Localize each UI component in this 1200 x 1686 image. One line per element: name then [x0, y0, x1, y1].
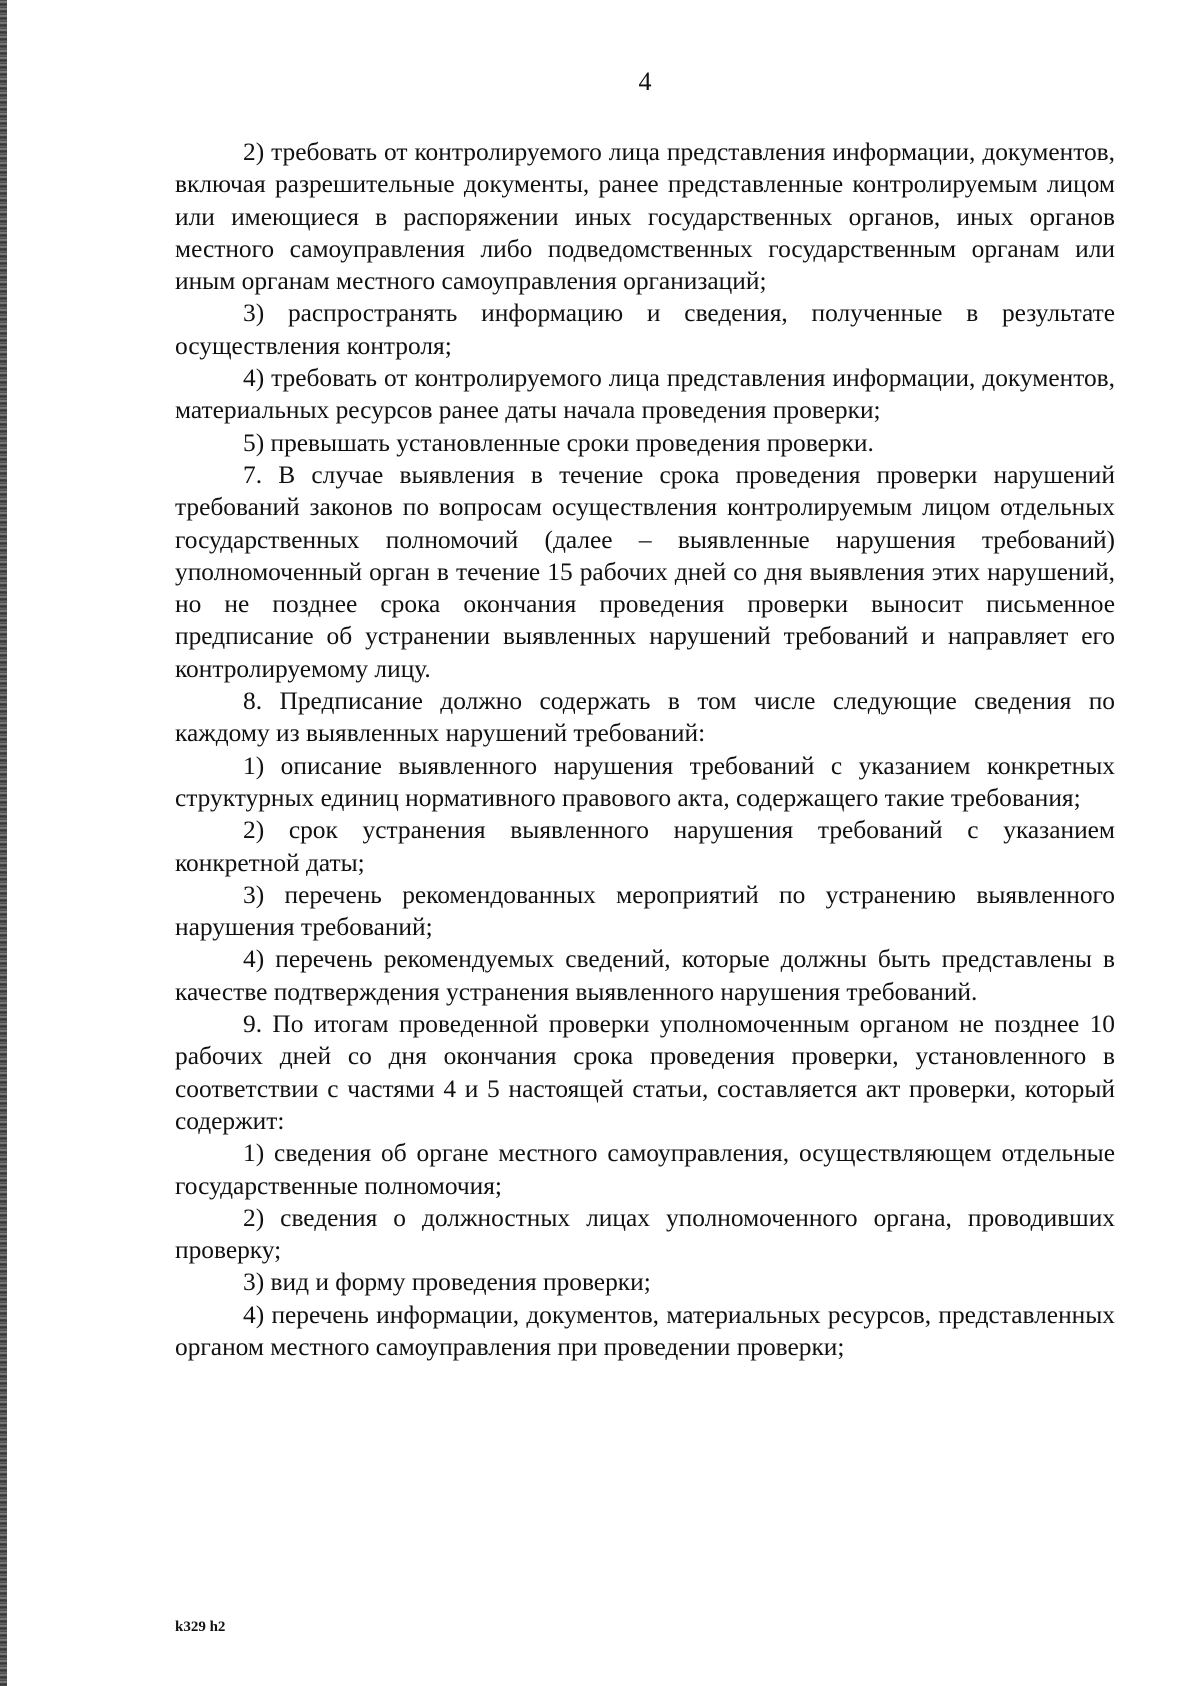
footer-code: k329 h2	[175, 1619, 226, 1635]
paragraph: 2) сведения о должностных лицах уполномоченного органа, проводивших проверку;	[175, 1203, 1115, 1265]
paragraph: 8. Предписание должно содержать в том числе следующие сведения по каждому из выявленных нарушений требований:	[175, 687, 1115, 748]
scan-edge	[0, 0, 7, 1686]
paragraph: 4) перечень информации, документов, материальных ресурсов, представленных органом местного самоуправления при проведении проверки;	[175, 1300, 1115, 1361]
paragraph: 3) распространять информацию и сведения, полученные в результате осуществления контроля;	[175, 299, 1115, 360]
paragraph: 2) срок устранения выявленного нарушения требований с указанием конкретной даты;	[175, 816, 1115, 877]
paragraph: 3) перечень рекомендованных мероприятий по устранению выявленного нарушения требований;	[175, 880, 1115, 942]
paragraph: 1) описание выявленного нарушения требований с указанием конкретных структурных единиц нормативного правового акта, содержащего такие требования;	[175, 751, 1115, 812]
page-number: 4	[638, 67, 652, 96]
paragraph: 5) превышать установленные сроки проведения проверки.	[243, 428, 874, 457]
paragraph: 7. В случае выявления в течение срока проведения проверки нарушений требований законов по вопросам осуществления контролируемым лицом отдельных государственных полномочий (далее – выявленные нарушения требований) уполномоченный орган в течение 15 рабочих дней со дня выявления этих нарушений, но не позднее срока окончания проведения проверки выносит письменное предписание об устранении выявленных нарушений требований и направляет его контролируемому лицу.	[175, 460, 1115, 683]
document-body	[175, 136, 1115, 1363]
paragraph: 3) вид и форму проведения проверки;	[243, 1268, 651, 1297]
paragraph: 1) сведения об органе местного самоуправления, осуществляющем отдельные государственные полномочия;	[175, 1139, 1115, 1200]
paragraph: 2) требовать от контролируемого лица представления информации, документов, включая разрешительные документы, ранее представленные контролируемым лицом или имеющиеся в распоряжении иных государственных органов, иных органов местного самоуправления либо подведомственных государственным органам или иным органам местного самоуправления организаций;	[175, 138, 1115, 296]
paragraph: 9. По итогам проведенной проверки уполномоченным органом не позднее 10 рабочих дней со дня окончания срока проведения проверки, установленного в соответствии с частями 4 и 5 настоящей статьи, составляется акт проверки, который содержит:	[175, 1010, 1115, 1135]
paragraph: 4) перечень рекомендуемых сведений, которые должны быть представлены в качестве подтверждения устранения выявленного нарушения требований.	[175, 945, 1115, 1006]
paragraph: 4) требовать от контролируемого лица представления информации, документов, материальных ресурсов ранее даты начала проведения проверки;	[175, 364, 1115, 425]
